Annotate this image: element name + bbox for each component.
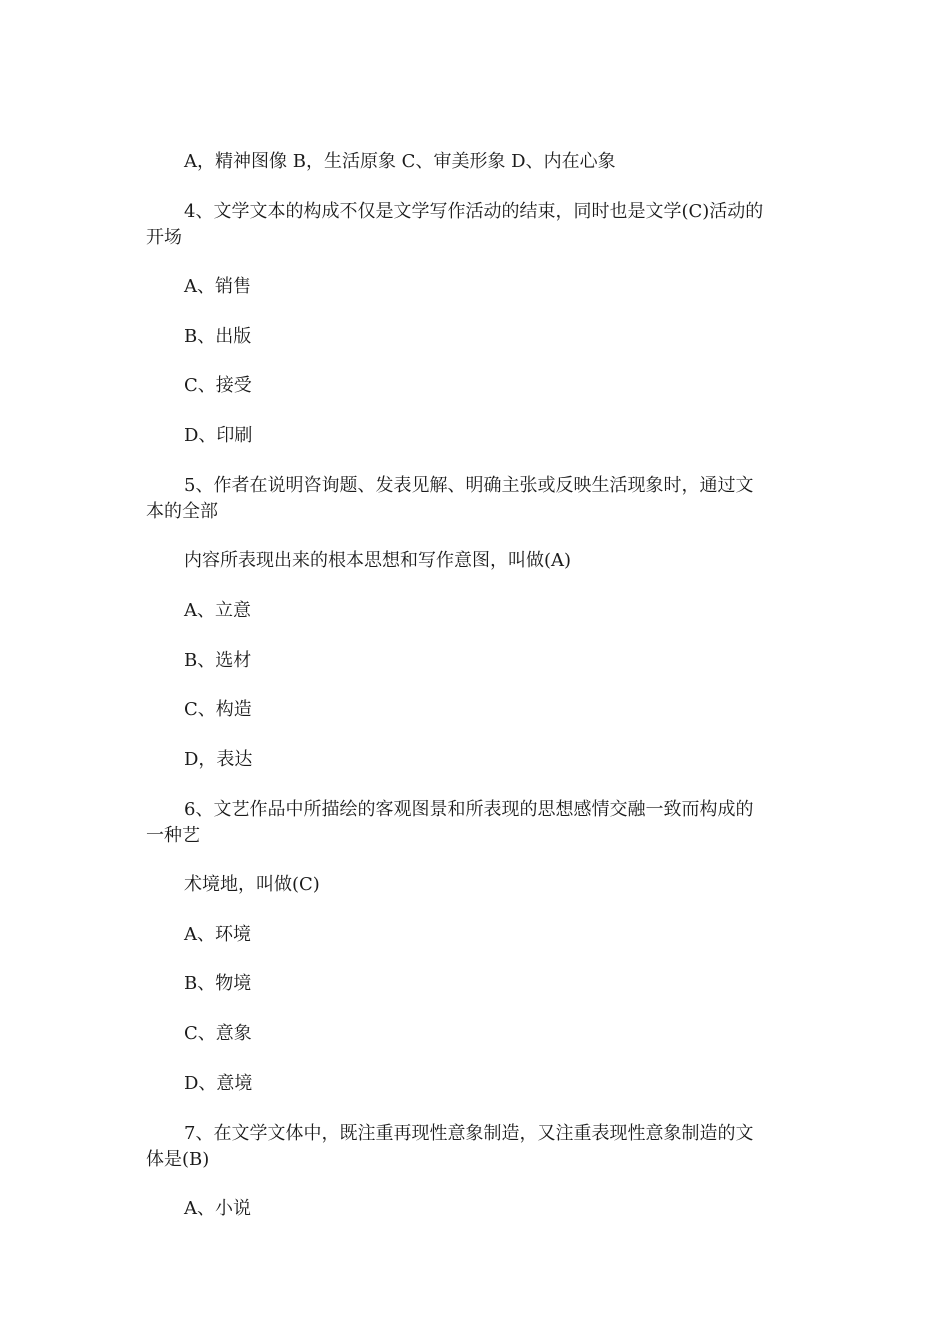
option-c-q4: C、接受 [184,375,252,396]
option-a-q7: A、小说 [184,1198,251,1219]
question-4-line-2: 开场 [146,227,182,248]
option-d-q5: D，表达 [184,749,253,770]
option-d-q6: D、意境 [184,1073,253,1094]
question-7-line-1: 7、在文学文体中，既注重再现性意象制造，又注重表现性意象制造的文 [184,1123,754,1144]
option-a-q5: A、立意 [184,600,251,621]
question-5-line-2: 本的全部 [146,501,218,522]
question-5-line-3: 内容所表现出来的根本思想和写作意图，叫做(A) [184,550,572,571]
option-d-q4: D、印刷 [184,425,253,446]
option-b-q6: B、物境 [184,973,252,994]
option-b-q5: B、选材 [184,650,252,671]
option-a-q6: A、环境 [184,924,251,945]
question-6-line-3: 术境地，叫做(C) [184,874,320,895]
options-line-q3: A，精神图像 B，生活原象 C、审美形象 D、内在心象 [184,151,616,172]
option-b-q4: B、出版 [184,326,252,347]
question-5-line-1: 5、作者在说明咨询题、发表见解、明确主张或反映生活现象时，通过文 [184,475,754,496]
question-6-line-2: 一种艺 [146,825,200,846]
question-6-line-1: 6、文艺作品中所描绘的客观图景和所表现的思想感情交融一致而构成的 [184,799,754,820]
option-a-q4: A、销售 [184,276,251,297]
option-c-q6: C、意象 [184,1023,252,1044]
question-4-line-1: 4、文学文本的构成不仅是文学写作活动的结束，同时也是文学(C)活动的 [184,201,764,222]
option-c-q5: C、构造 [184,699,252,720]
question-7-line-2: 体是(B) [146,1149,210,1170]
